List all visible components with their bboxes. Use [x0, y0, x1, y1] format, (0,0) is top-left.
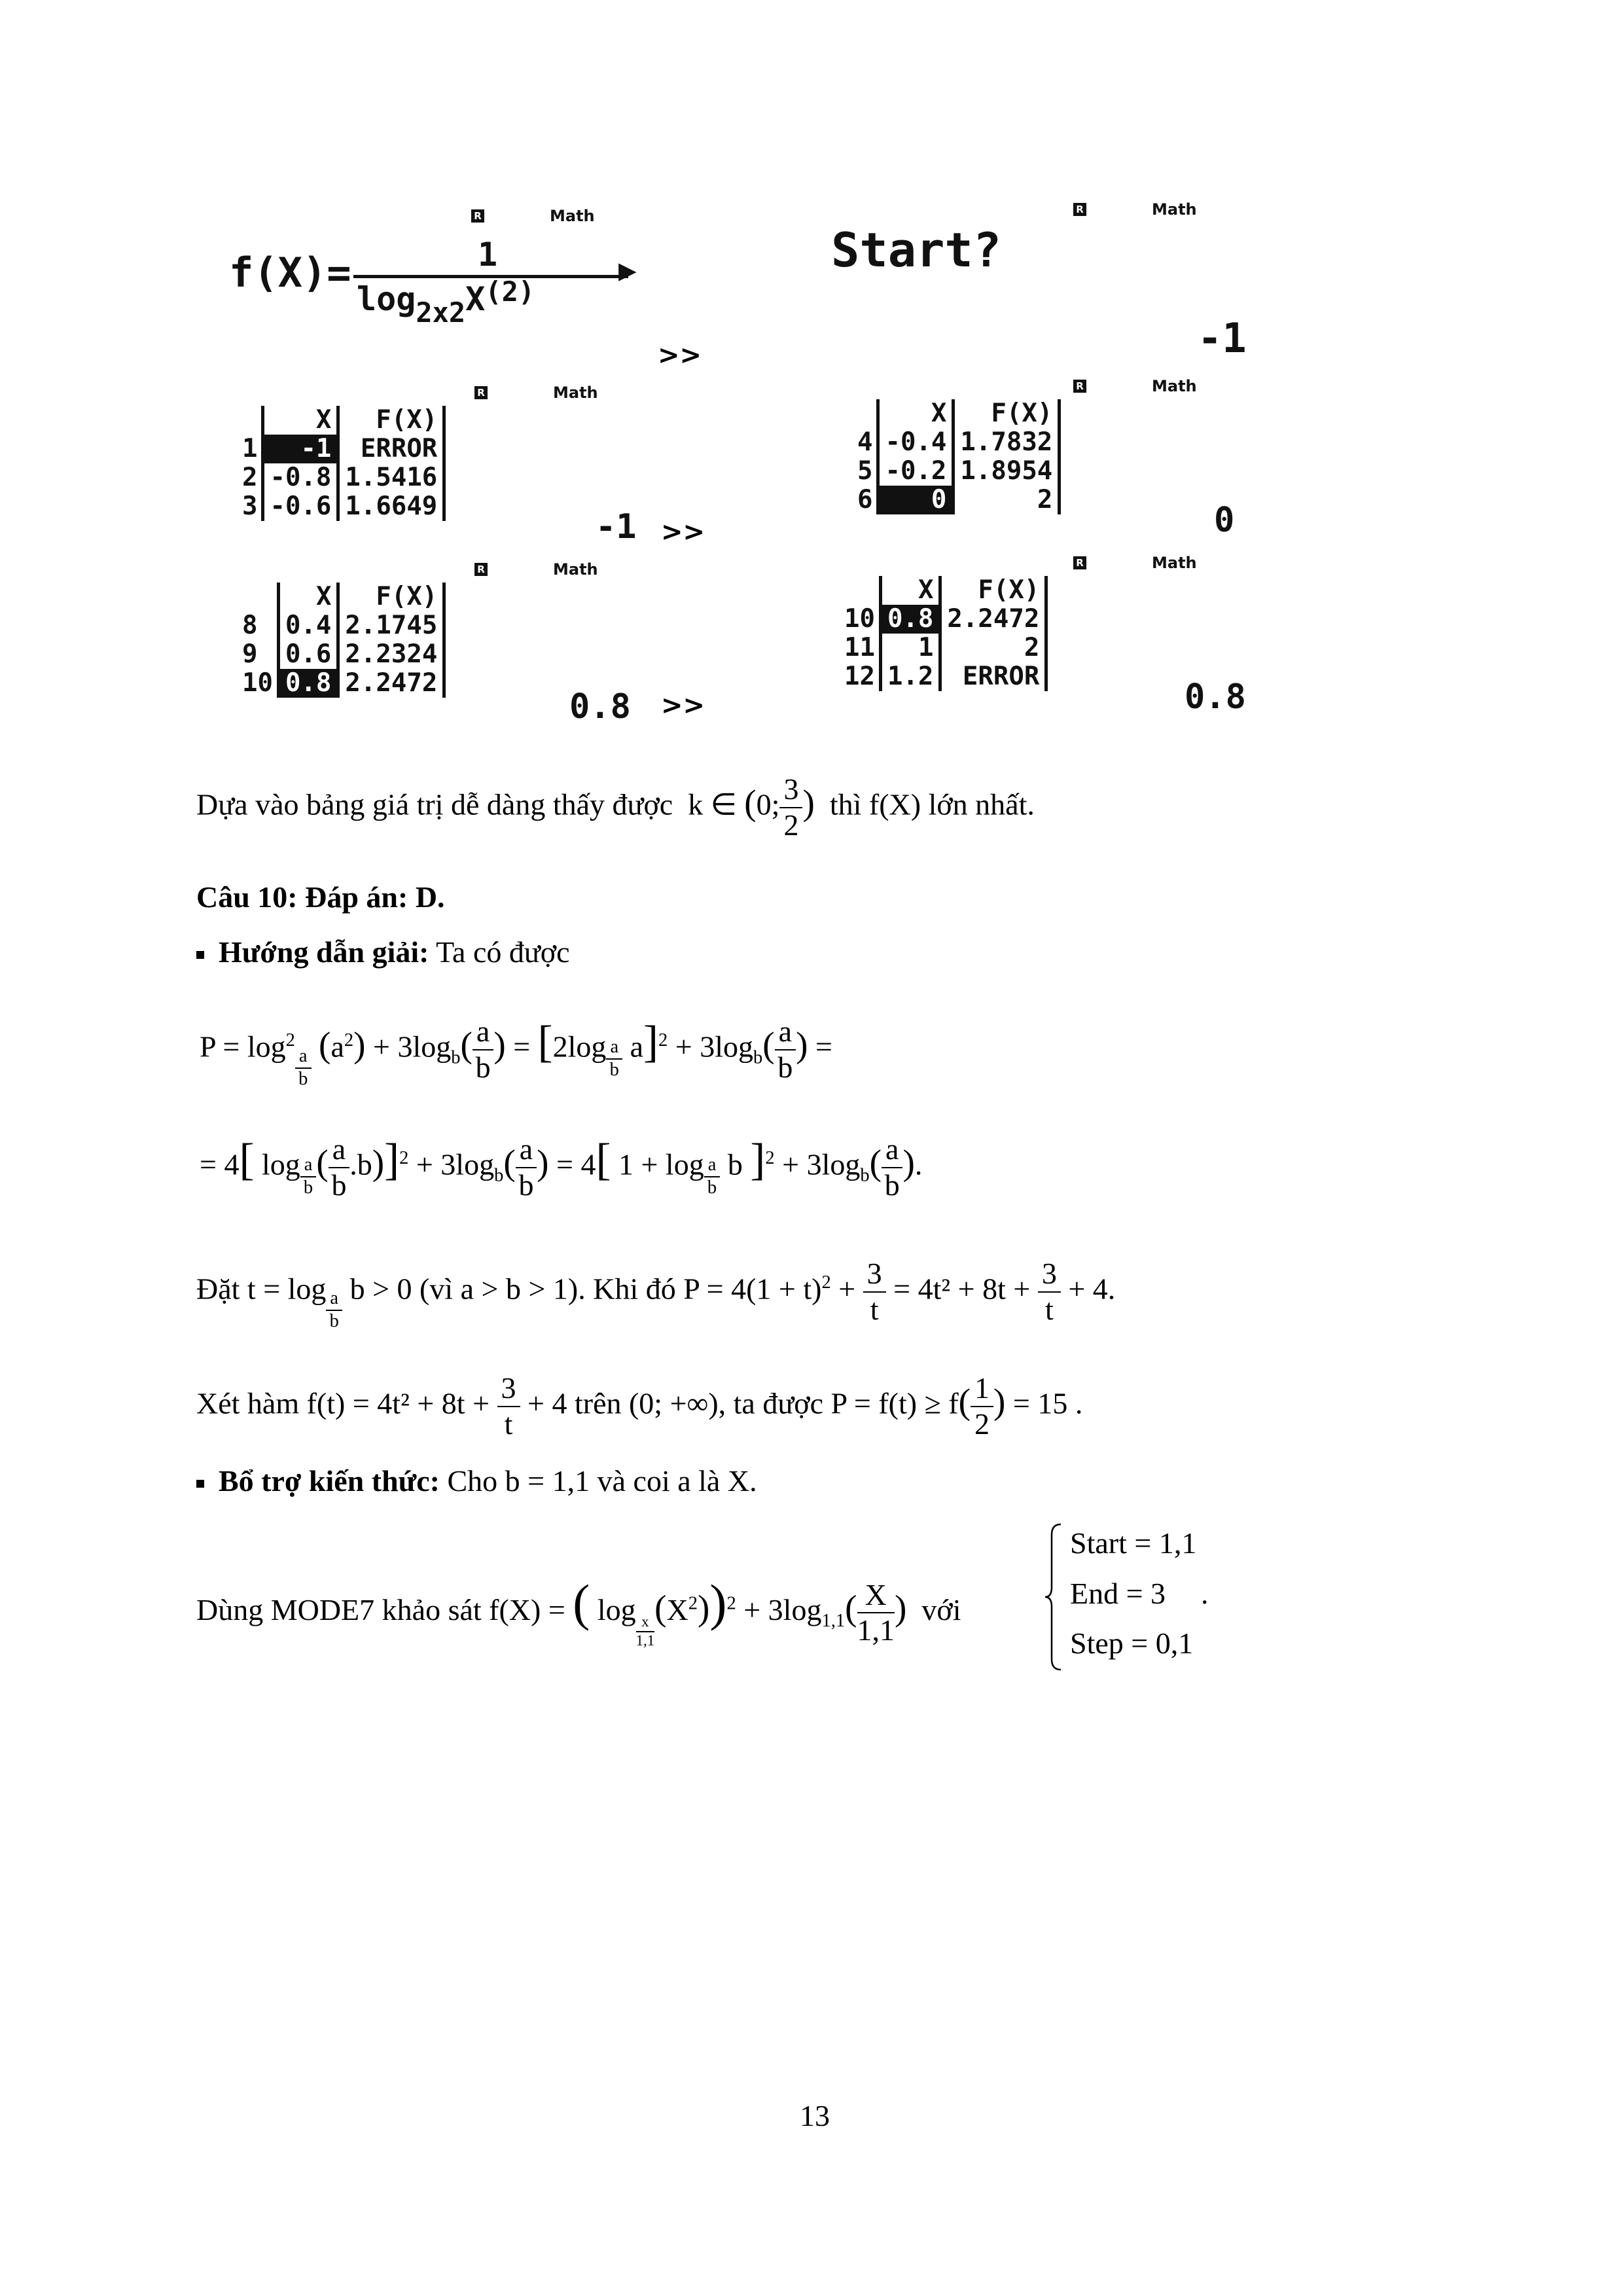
conclusion-math: k ∈	[688, 787, 737, 821]
value-table	[857, 399, 1061, 514]
nav-arrow-1: >>	[658, 340, 702, 370]
calc-r-badge: R	[471, 209, 484, 223]
calc-math-label: Math	[1152, 377, 1197, 395]
mode7-line: Dùng MODE7 khảo sát f(X) = ( log $_{\frac{x}{1,1}}$ $(X^2))^2 + 3\log_{1,1}$( $\frac{X}{1,1}$ ) với	[196, 1574, 961, 1649]
start-setting: Start = 1,1	[1070, 1526, 1197, 1560]
guide-text: Ta có được	[436, 935, 570, 969]
calc-table-3	[242, 556, 687, 726]
conclusion-text: Dựa vào bảng giá trị dễ dàng thấy được	[196, 787, 673, 821]
table-header	[242, 406, 446, 435]
denominator-x: X	[465, 280, 486, 318]
equation-line-2: = 4[ log $_{\frac{a}{b}}$ ( $\frac{a}{b}$ $.b)]^2 + 3\log_b$( $\frac{a}{b}$ ) = 4[ 1 + log $_{\frac{a}{b}}$ b ]$^2 + 3\log_b$( $\frac{a}{b}$ ).	[200, 1132, 923, 1202]
header-x: X	[278, 583, 338, 611]
calc-math-label: Math	[550, 207, 595, 225]
table-header	[857, 399, 1061, 428]
conclusion-result: thì f(X) lớn nhất.	[829, 787, 1035, 821]
denominator-arg: (2)	[485, 276, 535, 308]
table-row: 10 0.8 2.2472	[242, 669, 446, 698]
table-row: 10 0.8 2.2472	[844, 605, 1048, 634]
table-row: 8 0.4 2.1745	[242, 611, 446, 640]
calc-table-1	[242, 380, 687, 550]
function-study-line: Xét hàm f(t) = 4t² + 8t + $\frac{3}{t}$ + 4 trên (0; +∞), ta được P = f(t) ≥ f( $\frac{1}{2}$ ) = 15 .	[196, 1371, 1083, 1441]
trailing-period: .	[1201, 1577, 1209, 1610]
cursor-arrow-icon: ▶	[618, 252, 637, 287]
calc-screen-start	[831, 196, 1289, 367]
nav-arrow-3: >>	[661, 691, 705, 721]
substitution-line: Đặt t = log $_{\frac{a}{b}}$ b > 0 (vì a > b > 1). Khi đó $P = 4(1 + t)^2$ + $\frac{3}{t}$ = 4t² + 8t + $\frac{3}{t}$ + 4.	[196, 1257, 1116, 1332]
question-heading: Câu 10: Đáp án: D.	[196, 880, 445, 914]
entry-value: 0.8	[1185, 677, 1246, 717]
header-x: X	[878, 399, 954, 428]
end-setting: End = 3	[1070, 1577, 1166, 1610]
conclusion-line: Dựa vào bảng giá trị dễ dàng thấy được k ∈ (0; $\frac{3}{2}$ ) thì f(X) lớn nhất.	[196, 772, 1035, 842]
calc-math-label: Math	[553, 560, 598, 579]
table-row: 2 -0.8 1.5416	[242, 463, 446, 492]
entry-value: 0.8	[569, 687, 631, 726]
table-row: 11 1 2	[844, 634, 1048, 662]
table-row: 5 -0.2 1.8954	[857, 457, 1061, 486]
brace-icon	[1044, 1522, 1063, 1672]
guide-line	[196, 937, 570, 967]
value-table	[242, 583, 446, 698]
calc-r-badge: R	[474, 386, 488, 399]
calc-r-badge: R	[1073, 203, 1086, 216]
interval-left: 0;	[756, 787, 780, 821]
start-value: -1	[1198, 314, 1247, 362]
header-fx: F(X)	[338, 583, 444, 611]
entry-value: -1	[596, 507, 637, 547]
support-label: Bổ trợ kiến thức:	[219, 1464, 440, 1498]
nav-arrow-2: >>	[661, 517, 705, 547]
guide-label: Hướng dẫn giải:	[219, 935, 429, 969]
table-row: 1 -1 ERROR	[242, 435, 446, 463]
table-row: 9 0.6 2.2324	[242, 640, 446, 669]
calc-screen-function	[229, 196, 687, 340]
value-table	[844, 576, 1048, 691]
table-row: 6 0 2	[857, 486, 1061, 514]
header-fx: F(X)	[338, 406, 444, 435]
denominator-base: 2x2	[416, 296, 466, 329]
calc-math-label: Math	[553, 384, 598, 402]
denominator-log: log	[357, 280, 416, 318]
header-fx: F(X)	[954, 399, 1060, 428]
calc-r-badge: R	[1073, 556, 1086, 569]
calc-r-badge: R	[474, 563, 488, 576]
bullet-icon	[196, 951, 204, 959]
table-row: 4 -0.4 1.7832	[857, 428, 1061, 457]
value-table	[242, 406, 446, 521]
table-header	[242, 583, 446, 611]
support-line	[196, 1466, 757, 1496]
calc-math-label: Math	[1152, 200, 1197, 219]
table-header	[844, 576, 1048, 605]
table-row: 12 1.2 ERROR	[844, 662, 1048, 691]
function-numerator: 1	[478, 236, 498, 274]
start-prompt: Start?	[831, 223, 1002, 278]
function-lhs: f(X)=	[229, 249, 351, 296]
header-x: X	[263, 406, 338, 435]
step-setting: Step = 0,1	[1070, 1626, 1194, 1660]
table-row: 3 -0.6 1.6649	[242, 492, 446, 521]
function-denominator	[357, 276, 535, 329]
header-fx: F(X)	[940, 576, 1046, 605]
bullet-icon	[196, 1480, 204, 1488]
equation-line-1: $P = \log^2$ $_{\frac{a}{b}}$ $(a^2) + 3\log_b$( $\frac{a}{b}$ ) = [2log $_{\frac{a}{b}}$ $a]^2 + 3\log_b$( $\frac{a}{b}$ ) =	[200, 1014, 832, 1090]
page-number: 13	[800, 2099, 830, 2132]
calc-table-2	[857, 377, 1302, 550]
calc-math-label: Math	[1152, 554, 1197, 572]
entry-value: 0	[1214, 501, 1235, 540]
calc-table-4	[844, 556, 1302, 726]
header-x: X	[880, 576, 940, 605]
calc-r-badge: R	[1073, 380, 1086, 393]
fraction-three-halves: $\frac{3}{2}$	[779, 772, 802, 843]
support-text: Cho b = 1,1 và coi a là X.	[447, 1464, 757, 1498]
